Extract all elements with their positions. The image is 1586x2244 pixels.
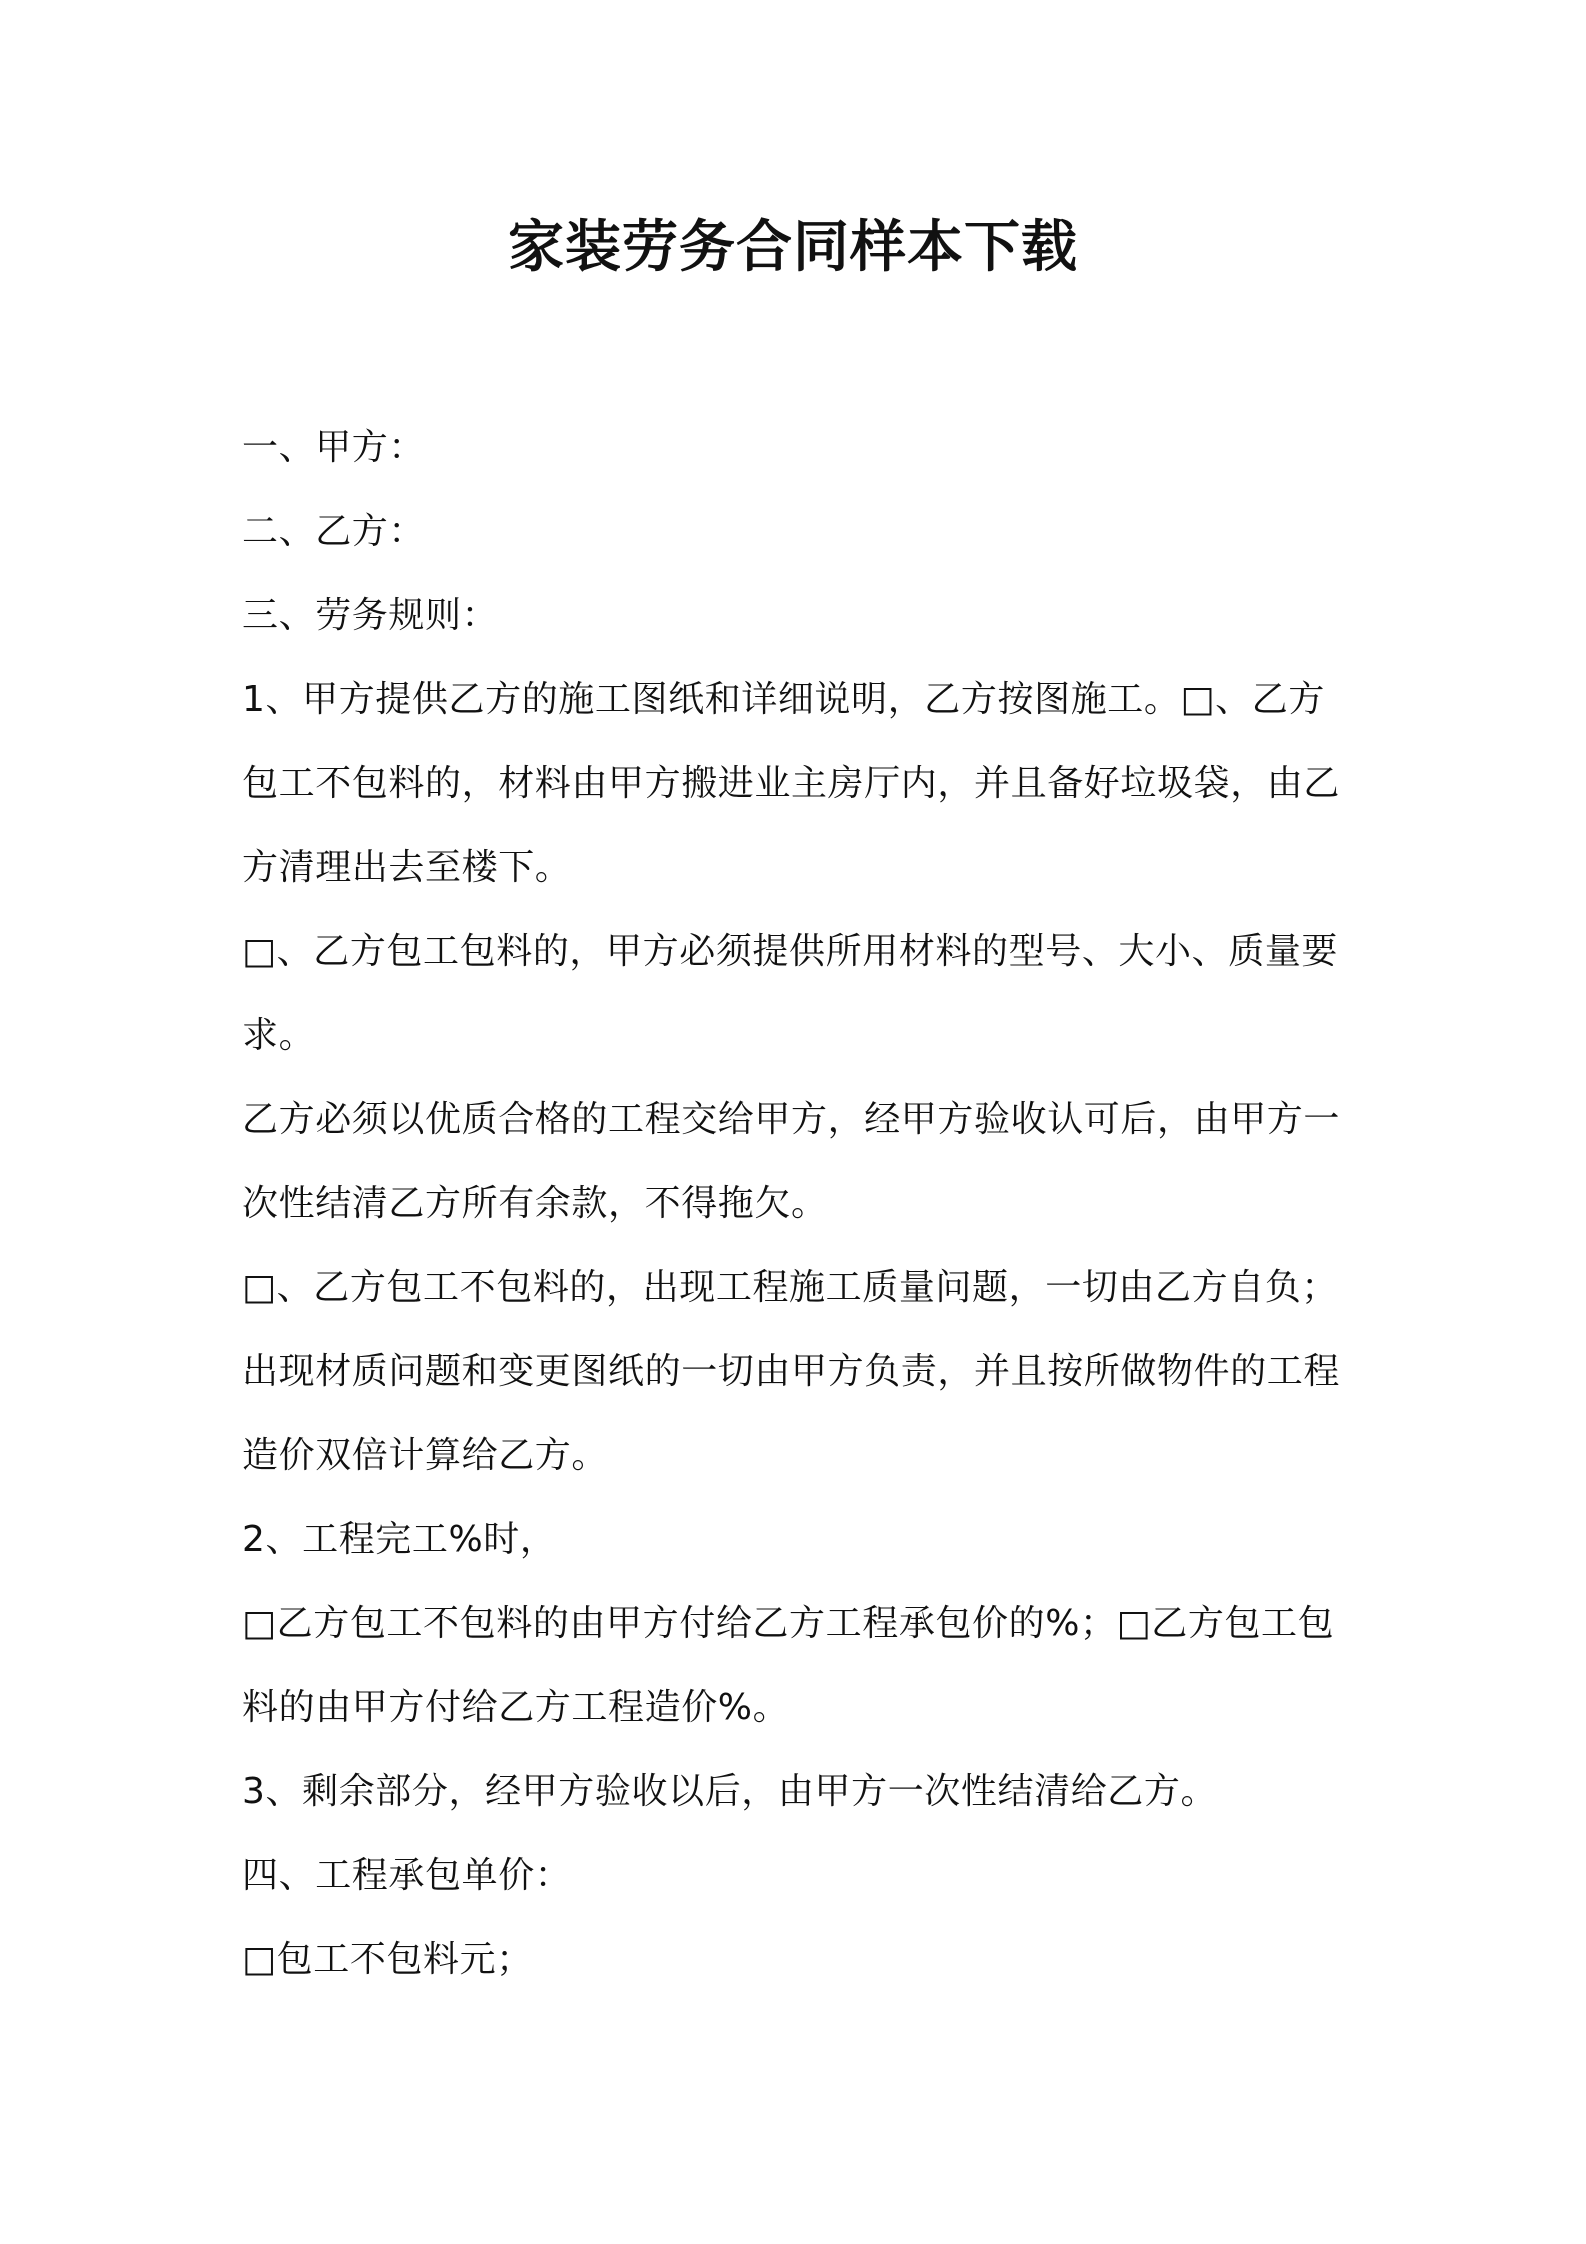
clause-unit-price-heading: 四、工程承包单价： [242,1855,572,1896]
clause-rule-2: 2、工程完工%时， [242,1519,557,1560]
clause-rule-2-payment: □乙方包工不包料的由甲方付给乙方工程承包价的%；□乙方包工包料的由甲方付给乙方工程造价%。 [242,1603,1335,1728]
clause-rule-quality: □、乙方包工不包料的，出现工程施工质量问题，一切由乙方自负；出现材质问题和变更图纸的一切由甲方负责，并且按所做物件的工程造价双倍计算给乙方。 [242,1267,1341,1476]
clause-unit-price-labor-only: □包工不包料元； [242,1939,533,1980]
document-body [242,406,1354,2002]
clause-labor-rules-heading: 三、劳务规则： [242,595,499,636]
document-title: 家装劳务合同样本下载 [508,215,1078,280]
clause-rule-1: 1、甲方提供乙方的施工图纸和详细说明，乙方按图施工。□、乙方包工不包料的，材料由甲方搬进业主房厅内，并且备好垃圾袋，由乙方清理出去至楼下。 [242,679,1341,888]
clause-party-a: 一、甲方： [242,427,426,468]
clause-rule-3: 3、剩余部分，经甲方验收以后，由甲方一次性结清给乙方。 [242,1771,1218,1812]
clause-rule-acceptance: 乙方必须以优质合格的工程交给甲方，经甲方验收认可后，由甲方一次性结清乙方所有余款，不得拖欠。 [242,1099,1341,1224]
clause-rule-materials: □、乙方包工包料的，甲方必须提供所用材料的型号、大小、质量要求。 [242,931,1339,1056]
clause-party-b: 二、乙方： [242,511,426,552]
